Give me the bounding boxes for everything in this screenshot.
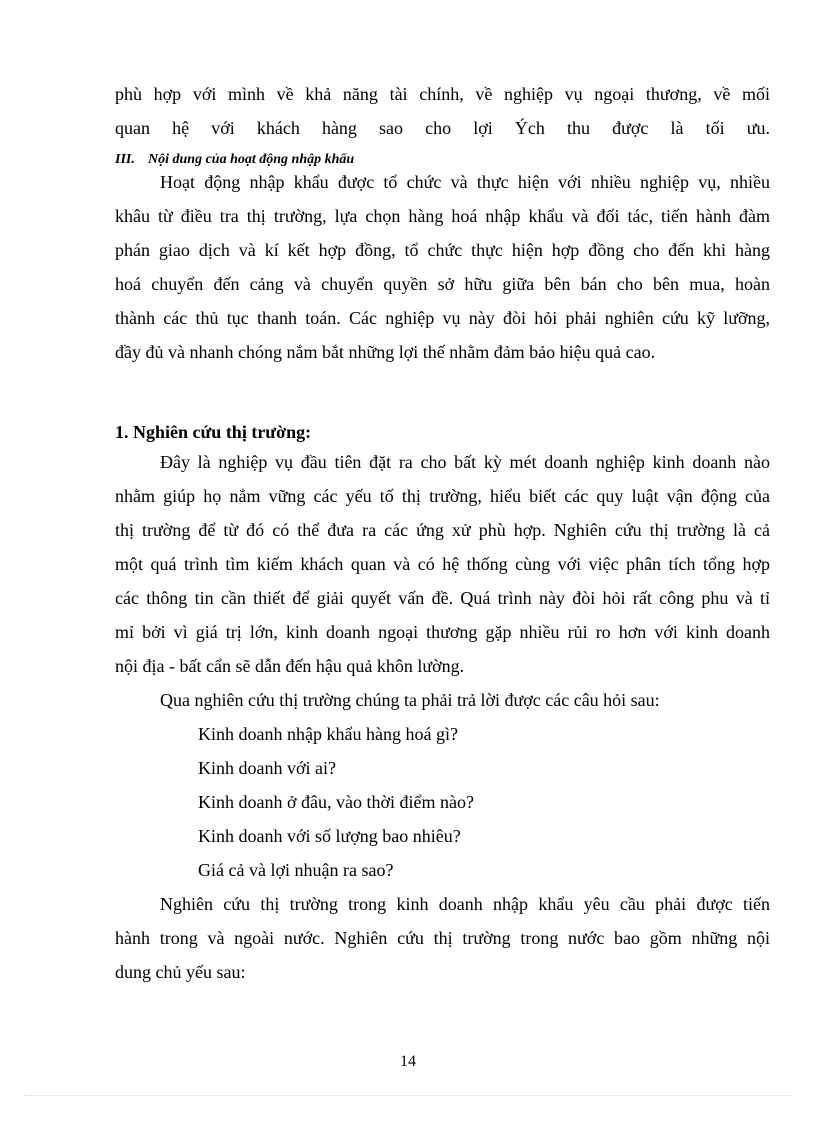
question-item: Kinh doanh với ai? (198, 758, 336, 778)
paragraph-line: phù hợp với mình về khả năng tài chính, về nghiệp vụ ngoại thương, về mối (115, 84, 770, 104)
paragraph-line: các thông tin cần thiết để giải quyết vấn đề. Quá trình này đòi hỏi rất công phu và tỉ (115, 588, 770, 608)
paragraph-line: phán giao dịch và kí kết hợp đồng, tổ chức thực hiện hợp đồng cho đến khi hàng (115, 240, 770, 260)
paragraph-line: thị trường để từ đó có thể đưa ra các ứng xử phù hợp. Nghiên cứu thị trường là cả (115, 520, 770, 540)
section-number: III. (115, 152, 135, 167)
paragraph-line: Nghiên cứu thị trường trong kinh doanh nhập khẩu yêu cầu phải được tiến (160, 894, 770, 914)
question-item: Kinh doanh ở đâu, vào thời điểm nào? (198, 792, 474, 812)
paragraph-line: khâu từ điều tra thị trường, lựa chọn hàng hoá nhập khẩu và đối tác, tiến hành đàm (115, 206, 770, 226)
paragraph-line: đầy đủ và nhanh chóng nắm bắt những lợi thế nhằm đảm bảo hiệu quả cao. (115, 342, 656, 362)
paragraph-line: thành các thủ tục thanh toán. Các nghiệp vụ này đòi hỏi phải nghiên cứu kỹ lưỡng, (115, 308, 770, 328)
paragraph-line: mỉ bởi vì giá trị lớn, kinh doanh ngoại thương gặp nhiều rủi ro hơn với kinh doanh (115, 622, 770, 642)
paragraph-line: nội địa - bất cẩn sẽ dẫn đến hậu quả khôn lường. (115, 656, 465, 676)
paragraph-line: hoá chuyển đến cảng và chuyển quyền sở hữu giữa bên bán cho bên mua, hoàn (115, 274, 770, 294)
page-divider (24, 1095, 792, 1096)
paragraph-line: một quá trình tìm kiếm khách quan và có hệ thống cùng với việc phân tích tổng hợp (115, 554, 770, 574)
paragraph-line: Hoạt động nhập khẩu được tổ chức và thực hiện với nhiều nghiệp vụ, nhiều (160, 172, 770, 192)
question-item: Giá cả và lợi nhuận ra sao? (198, 860, 394, 880)
paragraph-line: Qua nghiên cứu thị trường chúng ta phải trả lời được các câu hỏi sau: (160, 690, 660, 710)
section-heading (115, 151, 770, 169)
question-item: Kinh doanh nhập khẩu hàng hoá gì? (198, 724, 458, 744)
paragraph-line: hành trong và ngoài nước. Nghiên cứu thị trường trong nước bao gồm những nội (115, 928, 770, 948)
question-item: Kinh doanh với số lượng bao nhiêu? (198, 826, 461, 846)
section-title: Nội dung của hoạt động nhập khẩu (148, 152, 355, 167)
subsection-heading: 1. Nghiên cứu thị trường: (115, 422, 312, 442)
paragraph-line: nhằm giúp họ nắm vững các yếu tố thị trường, hiểu biết các quy luật vận động của (115, 486, 770, 506)
paragraph-line: dung chủ yếu sau: (115, 962, 246, 982)
page-number: 14 (400, 1053, 416, 1070)
paragraph-line: Đây là nghiệp vụ đầu tiên đặt ra cho bất kỳ mét doanh nghiệp kinh doanh nào (160, 452, 770, 472)
paragraph-line: quan hệ với khách hàng sao cho lợi Ých thu được là tối ưu. (115, 118, 770, 138)
